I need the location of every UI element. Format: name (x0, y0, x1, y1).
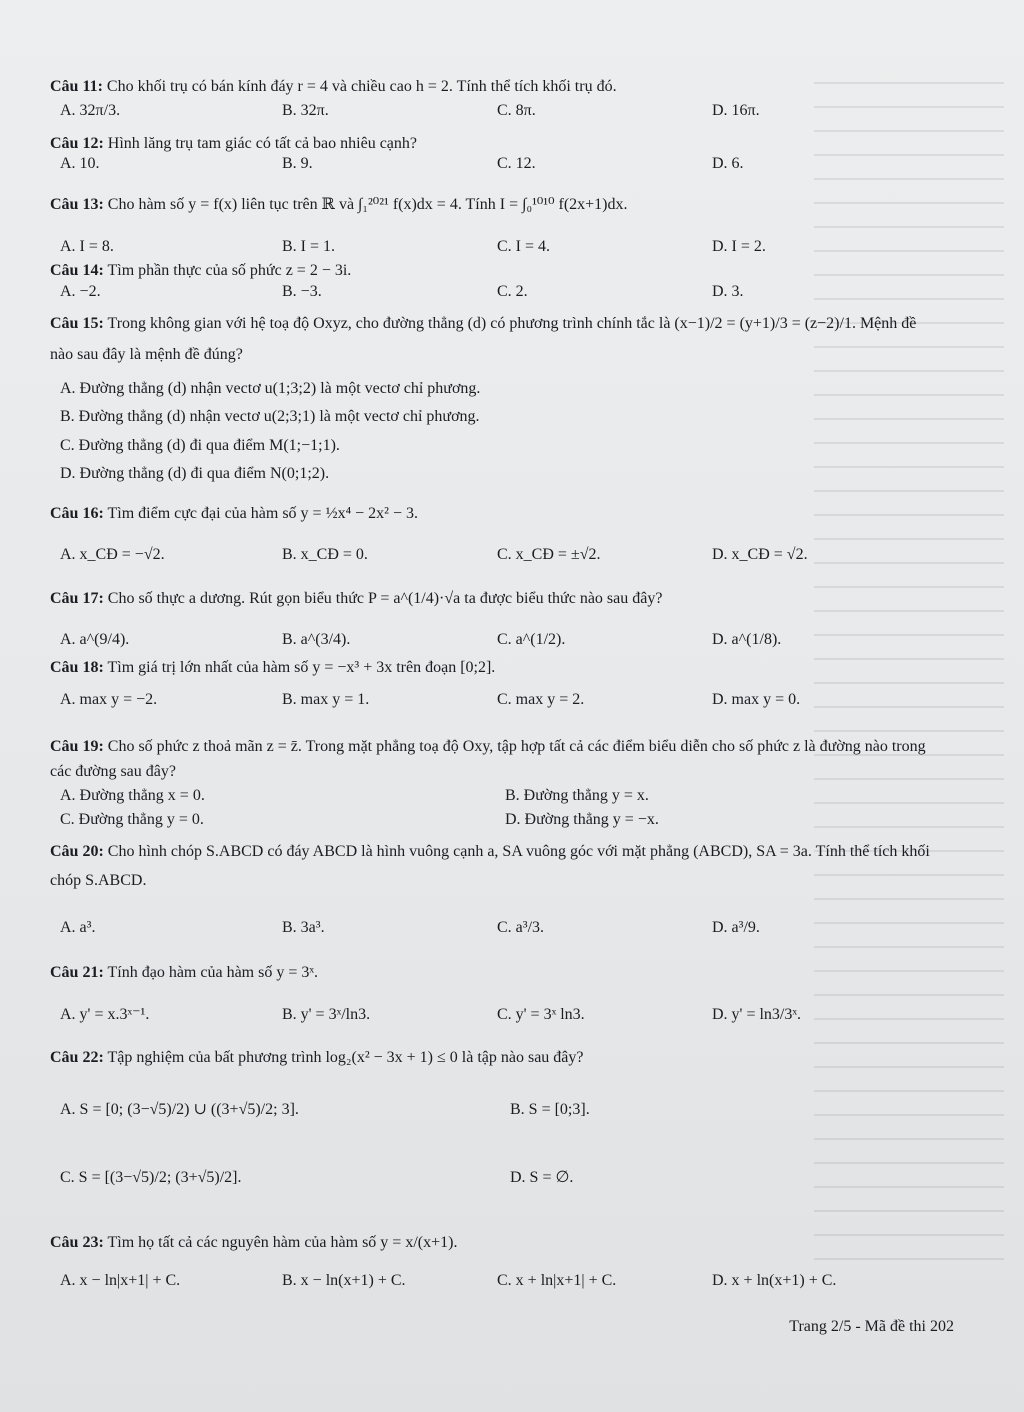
option-a[interactable]: A. Đường thẳng (d) nhận vectơ u(1;3;2) là một vectơ chỉ phương. (60, 379, 481, 397)
option-d[interactable]: D. max y = 0. (712, 691, 801, 709)
option-c[interactable]: C. 2. (497, 282, 528, 300)
question-label: Câu 23: (50, 1233, 104, 1251)
question-text: Tìm điểm cực đại của hàm số y = ½x⁴ − 2x² − 3. (107, 505, 418, 523)
question-11 (50, 78, 950, 121)
option-c[interactable]: C. I = 4. (497, 237, 551, 255)
question-label: Câu 16: (50, 505, 104, 523)
question-label: Câu 18: (50, 659, 104, 677)
option-a[interactable]: A. S = [0; (3−√5)/2) ∪ ((3+√5)/2; 3]. (60, 1100, 299, 1118)
question-text: Tìm phần thực của số phức z = 2 − 3i. (107, 262, 352, 280)
option-d[interactable]: D. 6. (712, 155, 744, 173)
page-footer: Trang 2/5 - Mã đề thi 202 (789, 1318, 954, 1335)
question-text: Trong không gian với hệ toạ độ Oxyz, cho đường thẳng (d) có phương trình chính tắc là (x−1)/2 = (y+1)/3 = (z−2)/1. Mệnh đề nào sau đây là mệnh đề đúng? (50, 315, 917, 363)
option-a[interactable]: A. max y = −2. (60, 691, 158, 709)
question-14 (50, 262, 950, 301)
option-c[interactable]: C. Đường thẳng (d) đi qua điểm M(1;−1;1). (60, 436, 340, 454)
question-label: Câu 13: (50, 195, 104, 213)
question-12 (50, 135, 950, 174)
question-15 (50, 309, 930, 483)
option-a[interactable]: A. x − ln|x+1| + C. (60, 1272, 181, 1290)
question-list (50, 78, 950, 1291)
question-text: Tập nghiệm của bất phương trình log₂(x² − 3x + 1) ≤ 0 là tập nào sau đây? (107, 1048, 584, 1066)
question-17 (50, 590, 950, 649)
question-label: Câu 17: (50, 590, 104, 608)
question-text: Tìm họ tất cả các nguyên hàm của hàm số y = x/(x+1). (107, 1233, 458, 1251)
option-b[interactable]: B. 9. (282, 155, 313, 173)
question-label: Câu 15: (50, 315, 104, 333)
option-c[interactable]: C. y' = 3ˣ ln3. (497, 1006, 585, 1024)
option-c[interactable]: C. Đường thẳng y = 0. (60, 811, 204, 829)
option-c[interactable]: C. 12. (497, 155, 536, 173)
question-label: Câu 11: (50, 78, 103, 95)
question-22 (50, 1049, 950, 1188)
option-b[interactable]: B. x − ln(x+1) + C. (282, 1272, 406, 1290)
option-a[interactable]: A. a^(9/4). (60, 630, 130, 648)
option-a[interactable]: A. 32π/3. (60, 102, 121, 120)
option-c[interactable]: C. a³/3. (497, 919, 545, 937)
option-d[interactable]: D. 16π. (712, 102, 760, 120)
option-b[interactable]: B. −3. (282, 282, 322, 300)
option-d[interactable]: D. a³/9. (712, 919, 760, 937)
option-d[interactable]: D. S = ∅. (510, 1169, 574, 1187)
option-a[interactable]: A. −2. (60, 282, 101, 300)
question-13 (50, 196, 950, 257)
option-b[interactable]: B. 32π. (282, 102, 329, 120)
option-b[interactable]: B. 3a³. (282, 919, 325, 937)
option-d[interactable]: D. I = 2. (712, 237, 766, 255)
option-c[interactable]: C. max y = 2. (497, 691, 585, 709)
question-label: Câu 14: (50, 262, 104, 280)
question-text: Cho khối trụ có bán kính đáy r = 4 và chiều cao h = 2. Tính thể tích khối trụ đó. (106, 78, 617, 95)
question-label: Câu 12: (50, 134, 104, 152)
question-text: Tính đạo hàm của hàm số y = 3ˣ. (107, 963, 318, 981)
option-d[interactable]: D. Đường thẳng y = −x. (505, 811, 659, 829)
option-c[interactable]: C. x + ln|x+1| + C. (497, 1272, 617, 1290)
option-a[interactable]: A. a³. (60, 919, 96, 937)
option-b[interactable]: B. S = [0;3]. (510, 1100, 590, 1118)
option-d[interactable]: D. x + ln(x+1) + C. (712, 1272, 837, 1290)
option-c[interactable]: C. S = [(3−√5)/2; (3+√5)/2]. (60, 1169, 242, 1187)
question-label: Câu 21: (50, 963, 104, 981)
option-d[interactable]: D. Đường thẳng (d) đi qua điểm N(0;1;2). (60, 465, 330, 483)
question-text: Cho hàm số y = f(x) liên tục trên ℝ và ∫₁²⁰²¹ f(x)dx = 4. Tính I = ∫₀¹⁰¹⁰ f(2x+1)dx. (107, 195, 628, 213)
option-d[interactable]: D. y' = ln3/3ˣ. (712, 1006, 801, 1024)
question-text: Cho hình chóp S.ABCD có đáy ABCD là hình vuông cạnh a, SA vuông góc với mặt phẳng (ABCD), SA = 3a. Tính thể tích khối chóp S.ABCD. (50, 842, 930, 889)
option-c[interactable]: C. 8π. (497, 102, 536, 120)
option-a[interactable]: A. y' = x.3ˣ⁻¹. (60, 1006, 150, 1024)
question-label: Câu 20: (50, 842, 104, 860)
question-21 (50, 964, 950, 1025)
question-text: Cho số phức z thoả mãn z = z̄. Trong mặt phẳng toạ độ Oxy, tập hợp tất cả các điểm biểu diễn cho số phức z là đường nào trong các đường sau đây? (50, 737, 926, 781)
option-a[interactable]: A. 10. (60, 155, 100, 173)
option-c[interactable]: C. a^(1/2). (497, 630, 566, 648)
option-d[interactable]: D. a^(1/8). (712, 630, 782, 648)
question-16 (50, 505, 950, 564)
option-b[interactable]: B. Đường thẳng (d) nhận vectơ u(2;3;1) là một vectơ chỉ phương. (60, 408, 480, 426)
option-b[interactable]: B. max y = 1. (282, 691, 370, 709)
question-19 (50, 734, 940, 830)
option-c[interactable]: C. x_CĐ = ±√2. (497, 545, 601, 563)
question-23 (50, 1234, 950, 1291)
option-a[interactable]: A. I = 8. (60, 237, 114, 255)
question-20 (50, 838, 940, 938)
option-b[interactable]: B. Đường thẳng y = x. (505, 787, 649, 804)
question-label: Câu 22: (50, 1048, 104, 1066)
option-a[interactable]: A. Đường thẳng x = 0. (60, 787, 205, 804)
question-18 (50, 659, 950, 710)
question-text: Tìm giá trị lớn nhất của hàm số y = −x³ + 3x trên đoạn [0;2]. (107, 659, 496, 677)
option-b[interactable]: B. a^(3/4). (282, 630, 351, 648)
option-d[interactable]: D. x_CĐ = √2. (712, 545, 808, 563)
option-b[interactable]: B. x_CĐ = 0. (282, 545, 368, 563)
option-d[interactable]: D. 3. (712, 282, 744, 300)
question-label: Câu 19: (50, 737, 104, 755)
question-text: Cho số thực a dương. Rút gọn biểu thức P = a^(1/4)·√a ta được biểu thức nào sau đây? (107, 590, 663, 608)
option-a[interactable]: A. x_CĐ = −√2. (60, 545, 165, 563)
question-text: Hình lăng trụ tam giác có tất cả bao nhiêu cạnh? (107, 134, 417, 152)
option-b[interactable]: B. I = 1. (282, 237, 336, 255)
option-b[interactable]: B. y' = 3ˣ/ln3. (282, 1006, 371, 1024)
